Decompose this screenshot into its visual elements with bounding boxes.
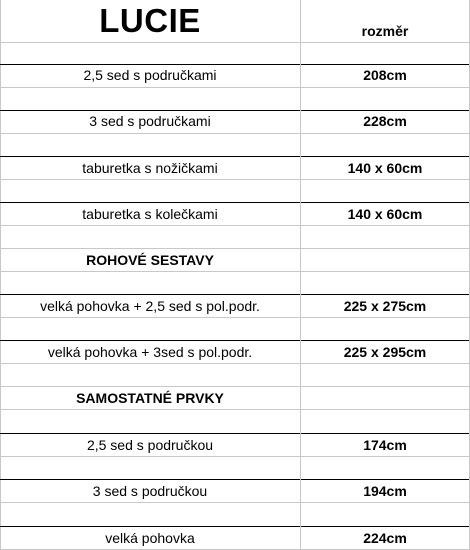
dimension-header: rozměr <box>361 23 409 39</box>
table-row <box>0 156 470 180</box>
item-name: 3 sed s područkou <box>92 483 208 499</box>
item-size: 224cm <box>363 530 407 546</box>
item-name: taburetka s nožičkami <box>82 160 218 176</box>
item-size: 225 x 275cm <box>343 298 427 314</box>
grid-line <box>0 456 470 457</box>
grid-line <box>0 225 470 226</box>
grid-line <box>0 64 470 65</box>
item-name: taburetka s kolečkami <box>82 206 218 222</box>
title-row <box>0 0 470 42</box>
grid-line <box>0 133 470 134</box>
grid-line <box>0 317 470 318</box>
item-size: 194cm <box>363 483 407 499</box>
grid-line <box>0 502 470 503</box>
item-name: 2,5 sed s područkami <box>83 67 217 83</box>
item-name: 3 sed s područkami <box>89 113 211 129</box>
item-size: 225 x 295cm <box>343 344 427 360</box>
item-size: 140 x 60cm <box>347 206 423 222</box>
page-title: LUCIE <box>99 2 201 39</box>
section-heading: ROHOVÉ SESTAVY <box>86 252 214 268</box>
grid-line <box>0 202 470 203</box>
header-dimension-cell <box>301 0 470 42</box>
grid-line <box>0 363 470 364</box>
item-name: velká pohovka <box>105 530 195 546</box>
table-row <box>0 64 470 86</box>
grid-line <box>0 156 470 157</box>
table-row <box>0 479 470 503</box>
grid-line <box>0 42 470 43</box>
section-heading: SAMOSTATNÉ PRVKY <box>76 390 224 406</box>
table-row <box>0 202 470 226</box>
grid-line <box>0 526 470 527</box>
section-row <box>0 248 470 272</box>
table-row <box>0 526 470 550</box>
grid-line <box>0 479 470 480</box>
item-size: 208cm <box>363 67 407 83</box>
grid-line <box>0 294 470 295</box>
item-name: velká pohovka + 3sed s pol.podr. <box>47 344 253 360</box>
grid-line <box>0 271 470 272</box>
grid-line <box>0 179 470 180</box>
section-row <box>0 386 470 410</box>
item-size: 174cm <box>363 437 407 453</box>
item-size: 228cm <box>363 113 407 129</box>
item-name: velká pohovka + 2,5 sed s pol.podr. <box>40 298 260 314</box>
grid-line <box>0 87 470 88</box>
table-row <box>0 433 470 457</box>
grid-line <box>0 248 470 249</box>
title-cell <box>0 0 301 42</box>
table-row <box>0 294 470 318</box>
grid-line <box>0 110 470 111</box>
grid-line <box>0 433 470 434</box>
column-divider <box>300 0 301 550</box>
grid-line <box>0 340 470 341</box>
grid-line <box>0 386 470 387</box>
table-row <box>0 110 470 132</box>
item-size: 140 x 60cm <box>347 160 423 176</box>
item-name: 2,5 sed s područkou <box>86 437 214 453</box>
table-row <box>0 340 470 364</box>
grid-line <box>0 409 470 410</box>
